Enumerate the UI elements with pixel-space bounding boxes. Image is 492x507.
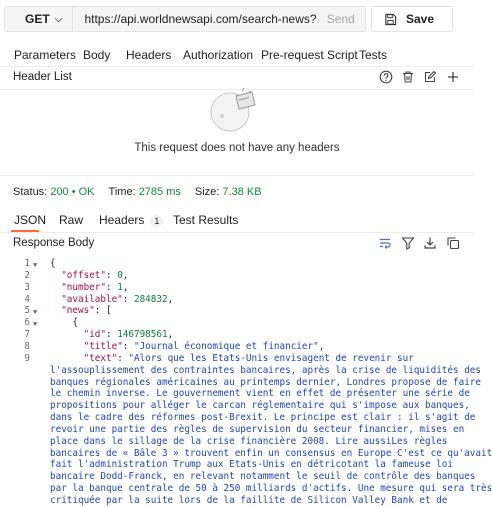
time-value: 2785 ms (138, 186, 181, 198)
code-line: { (72, 317, 78, 329)
filter-icon[interactable] (401, 236, 415, 250)
size-label: Size: (194, 186, 220, 198)
tab-headers[interactable]: Headers (126, 48, 172, 62)
time-label: Time: (108, 186, 136, 198)
tab-pre-request-script[interactable]: Pre-request Script (261, 48, 358, 62)
method-select[interactable] (5, 7, 73, 31)
tab-raw[interactable]: Raw (59, 213, 84, 227)
status-label: Status: (13, 186, 48, 198)
code-line-text: fait l'administration Trump aux Etats-Unis en détricotant la fameuse loi (50, 459, 453, 471)
code-line-text: critiquée par la suite lors de la faillite de Silicon Valley Bank et de (50, 495, 448, 506)
line-number: 7 (24, 329, 30, 341)
wrap-lines-icon[interactable] (378, 236, 392, 250)
line-number: 2 (24, 269, 30, 281)
header-list-title: Header List (13, 71, 72, 83)
trash-icon[interactable] (401, 70, 415, 84)
fold-toggle-icon[interactable]: ▼ (33, 308, 38, 317)
edit-icon[interactable] (423, 70, 437, 84)
download-icon[interactable] (423, 236, 437, 250)
tab-test-results[interactable]: Test Results (173, 213, 239, 227)
line-number: 1 (24, 258, 30, 269)
tab-authorization[interactable]: Authorization (183, 48, 254, 62)
send-button[interactable]: Send (326, 12, 355, 26)
chevron-down-icon: ⌵ (54, 13, 63, 25)
divider (0, 66, 474, 67)
code-line-text: place dans le sillage de la crise financière 2008. Lire aussiLes règles (50, 435, 448, 447)
code-line-text: banques régionales américaines au printemps dernier, Londres propose de faire (50, 376, 481, 388)
size-value: 7.38 KB (222, 186, 262, 198)
save-label: Save (406, 12, 435, 26)
code-line: "id": 146798561, (83, 329, 174, 341)
code-line-text: par la banque centrale de 50 à 250 milliards d'actifs. Une mesure qui sera très (50, 483, 492, 495)
code-line-text: l'assouplissement des contraintes bancaires, après la crise de liquidités des (50, 364, 481, 376)
code-line: "title": "Journal économique et financier", (83, 340, 325, 352)
tab-response-headers-label: Headers (99, 213, 145, 227)
tab-response-headers[interactable] (99, 213, 163, 227)
code-line: "offset": 0, (61, 269, 129, 281)
line-number: 8 (24, 340, 30, 352)
code-line-text: bancaire Dodd-Franck, en relevant notamment le seuil de contrôle des banques (50, 471, 476, 483)
code-line: { (50, 258, 56, 269)
line-number: 3 (24, 281, 30, 293)
line-number: 5 (24, 305, 30, 317)
code-line: "text": "Alors que les Etats-Unis envisagent de revenir sur (83, 352, 414, 364)
line-number: 6 (24, 317, 30, 329)
tab-tests[interactable]: Tests (359, 48, 388, 62)
request-bar (4, 6, 366, 32)
empty-state-illustration (208, 88, 260, 134)
url-input[interactable]: https://api.worldnewsapi.com/search-news? (84, 12, 317, 26)
tab-body[interactable]: Body (83, 48, 111, 62)
code-line-text: bancaires de « Bâle 3 » trouvent enfin un consensus en Europe C'est ce qu'avait (50, 447, 492, 459)
divider (0, 232, 474, 233)
status-value: 200 • OK (50, 186, 95, 198)
response-body-title: Response Body (13, 237, 95, 249)
code-line-text: dans le cadre des réformes post-Brexit. Le principe est clair : il s'agit de (50, 412, 476, 424)
response-status-bar (13, 186, 276, 198)
line-number: 9 (24, 352, 30, 364)
save-icon (384, 13, 397, 26)
tab-json[interactable]: JSON (14, 213, 47, 227)
empty-state-message: This request does not have any headers (134, 142, 340, 154)
code-line: "number": 1, (61, 281, 129, 293)
copy-icon[interactable] (446, 236, 460, 250)
fold-toggle-icon[interactable]: ▼ (33, 261, 38, 269)
response-body-code[interactable] (0, 258, 492, 507)
code-line: "available": 284832, (61, 293, 174, 305)
tab-parameters[interactable]: Parameters (14, 48, 77, 62)
code-line-text: le chemin inverse. Le gouvernement vient en effet de présenter une série de (50, 388, 470, 400)
plus-icon[interactable] (446, 70, 460, 84)
headers-count-badge: 1 (150, 215, 163, 227)
divider (0, 175, 474, 176)
code-line-text: revoir une partie des règles de supervision du secteur financier, mises en (50, 423, 465, 435)
code-line: "news": [ (61, 305, 112, 317)
line-number: 4 (24, 293, 30, 305)
fold-toggle-icon[interactable]: ▼ (33, 320, 38, 329)
method-value: GET (25, 12, 50, 26)
code-line-text: propositions pour alléger le carcan réglementaire qui s'impose aux banques, (50, 400, 470, 412)
help-icon[interactable] (379, 70, 393, 84)
save-button[interactable] (371, 6, 453, 32)
